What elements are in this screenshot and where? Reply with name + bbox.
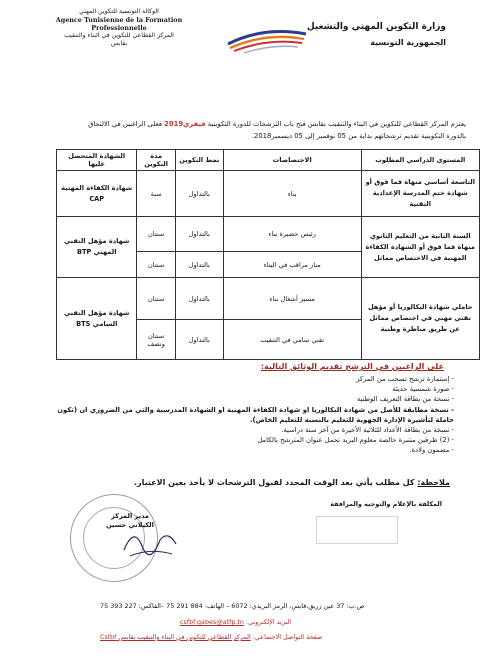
mode-cell: بالتداول bbox=[175, 320, 223, 360]
col-header-certificate: الشهادة المتحصل عليها bbox=[57, 150, 137, 171]
note bbox=[134, 478, 450, 487]
social-link[interactable]: المركز القطاعي للتكوين في البناء والتنقيب بقابس Csfbf bbox=[100, 633, 251, 641]
specialty-cell: منار مراقب في البناء bbox=[223, 252, 361, 278]
director-title: مدير المركز bbox=[111, 512, 149, 520]
mode-cell: بالتداول bbox=[175, 217, 223, 252]
col-header-mode: نمط التكوين bbox=[175, 150, 223, 171]
email-link[interactable]: csfbf.gabes@atfp.tn bbox=[180, 618, 244, 626]
specialty-cell: تقني سامي في التنقيب bbox=[223, 320, 361, 360]
programs-table bbox=[56, 149, 480, 360]
handwritten-signature bbox=[120, 520, 180, 564]
ministry-header bbox=[296, 22, 446, 47]
center-name-ar: المركز القطاعي للتكوين في البناء والتنقيب bbox=[64, 32, 174, 39]
mode-cell: بالتداول bbox=[175, 171, 223, 217]
certificate-cell: شهادة مؤهل التقني السامي BTS bbox=[57, 278, 137, 360]
ministry-name: وزارة التكوين المهني والتشغيل bbox=[306, 22, 446, 32]
footer-email bbox=[180, 618, 291, 626]
faint-stamp bbox=[316, 516, 398, 544]
table-row bbox=[57, 278, 480, 320]
note-label: ملاحظة: bbox=[417, 478, 450, 487]
specialty-cell: بناء bbox=[223, 171, 361, 217]
duration-cell: سنتان bbox=[137, 278, 175, 320]
list-item: - نسخة من بطاقة التعريف الوطنية bbox=[40, 394, 454, 404]
center-city-ar: بقابس bbox=[110, 40, 128, 47]
documents-title: على الراغبين في الترشح تقديم الوثائق التالية: bbox=[260, 362, 444, 371]
director-name: الكيلاني حسين bbox=[106, 521, 154, 529]
mode-cell: بالتداول bbox=[175, 278, 223, 320]
list-item: - إستمارة ترشح تسحب من المركز bbox=[40, 374, 454, 384]
duration-cell: سنتان ونصف bbox=[137, 320, 175, 360]
republic-name: الجمهورية التونسية bbox=[370, 38, 446, 47]
duration-cell: سنة bbox=[137, 171, 175, 217]
col-header-level: المستوى الدراسي المطلوب bbox=[361, 150, 479, 171]
footer-address: ص.ب: 37 عين زريق،قابس، الرمز البريدي: 6072 – الهاتف: 884 291 75 –الفاكس: 227 393 75 bbox=[100, 602, 365, 610]
documents-list bbox=[40, 374, 454, 456]
footer-social bbox=[100, 633, 322, 641]
application-dates: 05 نوفمبر إلى 05 ديسمبر2018. bbox=[251, 132, 347, 140]
social-label: صفحة التواصل الاجتماعي: bbox=[252, 633, 323, 641]
note-text: كل مطلب يأتي بعد الوقت المحدد لقبول الترشحات لا يأخذ بعين الاعتبار. bbox=[134, 478, 415, 487]
level-cell: السنة الثانية من التعليم الثانوي منهاة فما فوق أو الشهادة الكفاءة المهنية في الاختصاص مماثل bbox=[361, 217, 479, 278]
duration-cell: سنتان bbox=[137, 252, 175, 278]
intro-text-2: فعلى الراغبين في الالتحاق bbox=[88, 120, 162, 128]
intro-text-3: بالدورة التكوينية تقديم ترشحاتهم بداية من bbox=[348, 132, 466, 140]
list-item: - نسخة من بطاقة الأعداد للثلاثية الأخيرة من آخر سنة دراسية. bbox=[40, 425, 454, 435]
session-name: فيفري2019 bbox=[164, 120, 206, 128]
intro-text-1: يعتزم المركز القطاعي للتكوين في البناء والتنقيب بقابس فتح باب الترشحات للدورة التكوينية bbox=[207, 120, 466, 128]
agency-name-fr-2: Professionnelle bbox=[91, 24, 147, 32]
email-label: البريد الإلكتروني: bbox=[246, 618, 292, 626]
agency-header bbox=[44, 8, 194, 48]
list-item: - مضمون ولادة. bbox=[40, 445, 454, 455]
certificate-cell: شهادة الكفاءة المهنية CAP bbox=[57, 171, 137, 217]
specialty-cell: مسير أشغال بناء bbox=[223, 278, 361, 320]
certificate-cell: شهادة مؤهل التقني المهني BTP bbox=[57, 217, 137, 278]
table-row bbox=[57, 171, 480, 217]
list-item: - صورة شمسية حديثة bbox=[40, 384, 454, 394]
agency-name-ar: الوكالة التونسية للتكوين المهني bbox=[79, 8, 159, 15]
agency-name-fr-1: Agence Tunisienne de la Formation bbox=[55, 16, 183, 24]
col-header-specialty: الاختصاصات bbox=[223, 150, 361, 171]
duration-cell: سنتان bbox=[137, 217, 175, 252]
mode-cell: بالتداول bbox=[175, 252, 223, 278]
info-officer-signature: المكلفة بالإعلام والتوجيه والمرافقة bbox=[330, 500, 442, 508]
col-header-duration: مدة التكوين bbox=[137, 150, 175, 171]
table-header-row bbox=[57, 150, 480, 171]
intro-paragraph bbox=[50, 118, 466, 142]
list-item: - نسخة مطابقة للأصل من شهادة البكالوريا او شهادة الكفاءة المهنية او الشهادة المدرسية والتي من الضروري ان (تكون حاملة لتأشيرة الإدارة الجهوية للتعليم بالنسبة للتعليم الخاص). bbox=[40, 405, 454, 425]
level-cell: حاملي شهادة البكالوريا أو مؤهل تقني مهني في اختصاص مماثل عن طريق مناظرة وطنية bbox=[361, 278, 479, 360]
list-item: - (2) ظرفين متنبرة خالصة معلوم البريد تحمل عنوان المترشح بالكامل bbox=[40, 435, 454, 445]
specialty-cell: رئيس حضيرة بناء bbox=[223, 217, 361, 252]
table-row bbox=[57, 217, 480, 252]
level-cell: التاسعة أساسي منهاة فما فوق أو شهادة ختم المدرسة الإعدادية التقنية bbox=[361, 171, 479, 217]
